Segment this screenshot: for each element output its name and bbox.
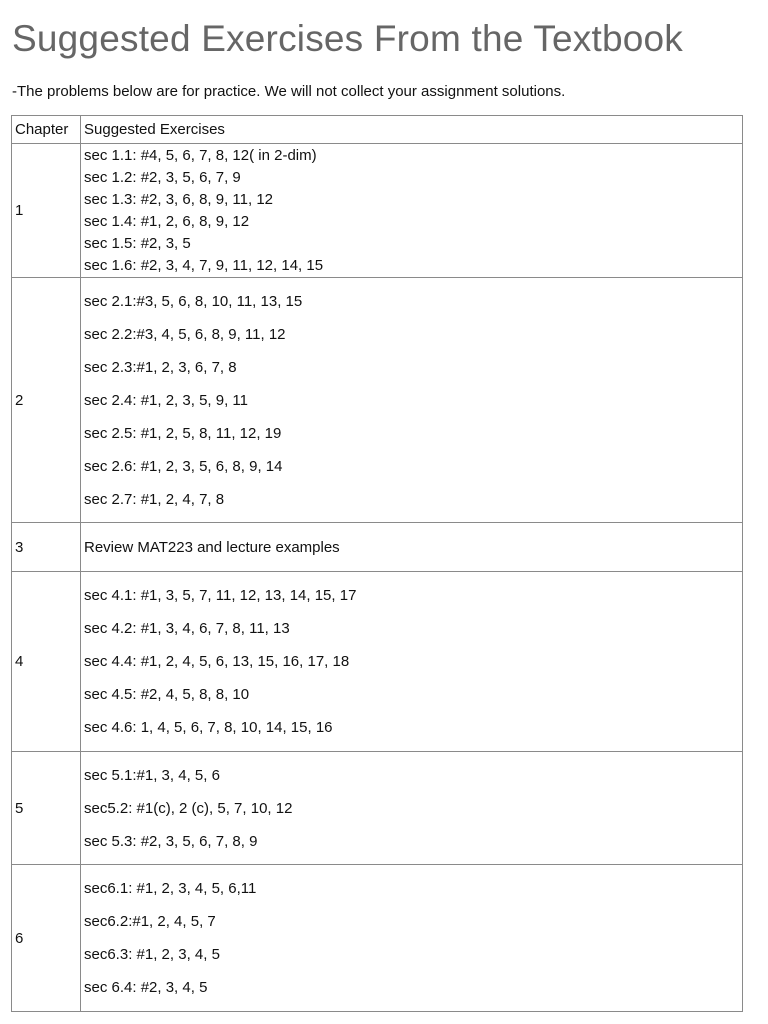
- exercise-item: sec6.3: #1, 2, 3, 4, 5: [84, 946, 220, 963]
- exercise-item: sec 2.2:#3, 4, 5, 6, 8, 9, 11, 12: [84, 325, 286, 343]
- chapter-cell: 3: [12, 523, 81, 572]
- table-row: [12, 572, 743, 752]
- exercise-item: sec 4.2: #1, 3, 4, 6, 7, 8, 11, 13: [84, 620, 290, 637]
- table-row: [12, 144, 743, 278]
- exercise-item: sec 1.1: #4, 5, 6, 7, 8, 12( in 2-dim): [84, 146, 317, 164]
- table-row: [12, 278, 743, 523]
- exercise-item: sec 5.1:#1, 3, 4, 5, 6: [84, 766, 220, 784]
- exercises-cell: [81, 752, 743, 865]
- exercises-cell: [81, 144, 743, 278]
- chapter-cell: 6: [12, 865, 81, 1012]
- table-header-row: [12, 116, 743, 144]
- exercise-item: sec5.2: #1(c), 2 (c), 5, 7, 10, 12: [84, 799, 293, 817]
- exercise-item: sec 2.1:#3, 5, 6, 8, 10, 11, 13, 15: [84, 292, 303, 310]
- exercise-item: sec 4.5: #2, 4, 5, 8, 8, 10: [84, 686, 250, 703]
- exercise-item: sec 4.4: #1, 2, 4, 5, 6, 13, 15, 16, 17, 18: [84, 653, 350, 670]
- exercises-cell: [81, 278, 743, 523]
- exercise-item: sec 4.6: 1, 4, 5, 6, 7, 8, 10, 14, 15, 16: [84, 719, 333, 736]
- intro-text: -The problems below are for practice. We will not collect your assignment solutions.: [12, 83, 566, 100]
- header-chapter: Chapter: [12, 116, 81, 144]
- exercise-item: sec6.1: #1, 2, 3, 4, 5, 6,11: [84, 880, 257, 897]
- chapter-cell: 2: [12, 278, 81, 523]
- exercise-item: sec6.2:#1, 2, 4, 5, 7: [84, 913, 216, 930]
- exercises-table: [11, 115, 743, 1012]
- table-row: [12, 752, 743, 865]
- exercise-item: sec 6.4: #2, 3, 4, 5: [84, 979, 208, 996]
- exercise-item: sec 2.6: #1, 2, 3, 5, 6, 8, 9, 14: [84, 457, 283, 475]
- exercises-cell: [81, 523, 743, 572]
- exercise-item: sec 2.3:#1, 2, 3, 6, 7, 8: [84, 358, 237, 376]
- chapter-cell: 5: [12, 752, 81, 865]
- chapter-cell: 1: [12, 144, 81, 278]
- exercise-item: sec 2.5: #1, 2, 5, 8, 11, 12, 19: [84, 424, 282, 442]
- exercise-item: sec 1.4: #1, 2, 6, 8, 9, 12: [84, 212, 250, 230]
- exercise-item: sec 1.6: #2, 3, 4, 7, 9, 11, 12, 14, 15: [84, 256, 324, 274]
- table-row: [12, 523, 743, 572]
- exercise-item: sec 1.3: #2, 3, 6, 8, 9, 11, 12: [84, 190, 274, 208]
- exercise-item: sec 4.1: #1, 3, 5, 7, 11, 12, 13, 14, 15, 17: [84, 587, 357, 604]
- exercises-cell: [81, 865, 743, 1012]
- exercise-item: sec 2.7: #1, 2, 4, 7, 8: [84, 490, 225, 508]
- chapter-cell: 4: [12, 572, 81, 752]
- header-suggested-exercises: Suggested Exercises: [81, 116, 743, 144]
- exercise-item: sec 1.2: #2, 3, 5, 6, 7, 9: [84, 168, 241, 186]
- exercises-cell: [81, 572, 743, 752]
- table-row: [12, 865, 743, 1012]
- exercise-item: sec 1.5: #2, 3, 5: [84, 234, 191, 252]
- exercise-item: sec 5.3: #2, 3, 5, 6, 7, 8, 9: [84, 832, 258, 850]
- page-title: Suggested Exercises From the Textbook: [12, 18, 683, 59]
- exercise-item: Review MAT223 and lecture examples: [84, 538, 340, 556]
- exercise-item: sec 2.4: #1, 2, 3, 5, 9, 11: [84, 391, 248, 409]
